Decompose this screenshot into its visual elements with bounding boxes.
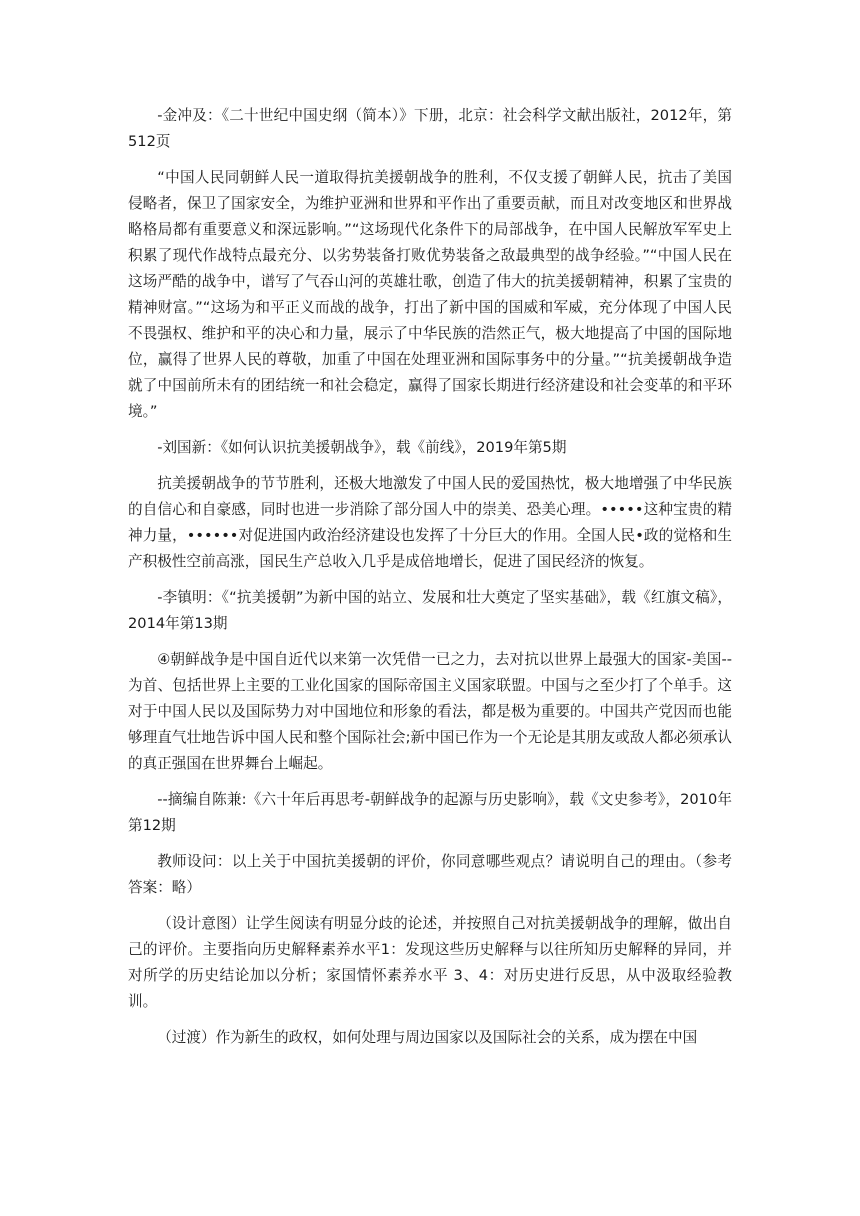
quote-liu-guoxin: “中国人民同朝鲜人民一道取得抗美援朝战争的胜利，不仅支援了朝鲜人民，抗击了美国侵略者，保卫了国家安全，为维护亚洲和世界和平作出了重要贡献，而且对改变地区和世界战略格局都有重要意义和深远影响。”“这场现代化条件下的局部战争，在中国人民解放军军史上积累了现代作战特点最充分、以劣势装备打败优势装备之敌最典型的战争经验。”“中国人民在这场严酷的战争中，谱写了气吞山河的英雄壮歌，创造了伟大的抗美援朝精神，积累了宝贵的精神财富。”“这场为和平正义而战的战争，打出了新中国的国威和军威，充分体现了中国人民不畏强权、维护和平的决心和力量，展示了中华民族的浩然正气，极大地提高了中国的国际地位，赢得了世界人民的尊敬，加重了中国在处理亚洲和国际事务中的分量。”“抗美援朝战争造就了中国前所未有的团结统一和社会稳定，赢得了国家长期进行经济建设和社会变革的和平环境。” [128,169,732,420]
citation-liu-guoxin: -刘国新：《如何认识抗美援朝战争》，载《前线》，2019年第5期 [157,439,567,456]
document-body [128,103,732,1061]
transition-text: （过渡）作为新生的政权，如何处理与周边国家以及国际社会的关系，成为摆在中国 [157,1029,698,1046]
citation-li-zhenming: -李镇明：《“抗美援朝”为新中国的站立、发展和壮大奠定了坚实基础》，载《红旗文稿》，2014年第13期 [128,589,732,632]
design-intent: （设计意图）让学生阅读有明显分歧的论述，并按照自己对抗美援朝战争的理解，做出自己的评价。主要指向历史解释素养水平1：发现这些历史解释与以往所知历史解释的异同，并对所学的历史结论加以分析；家国情怀素养水平 3、4：对历史进行反思，从中汲取经验教训。 [128,915,732,1010]
quote-li-zhenming: 抗美援朝战争的节节胜利，还极大地激发了中国人民的爱国热忱，极大地增强了中华民族的自信心和自豪感，同时也进一步消除了部分国人中的崇美、恐美心理。•••••这种宝贵的精神力量，••••••对促进国内政治经济建设也发挥了十分巨大的作用。全国人民•政的觉格和生产积极性空前高涨，国民生产总收入几乎是成倍地增长，促进了国民经济的恢复。 [128,475,732,570]
citation-chen-jian: --摘编自陈兼:《六十年后再思考-朝鲜战争的起源与历史影响》，载《文史参考》，2010年第12期 [128,791,732,834]
citation-jin-chongji: -金冲及：《二十世纪中国史纲（简本）》下册，北京：社会科学文献出版社，2012年，第512页 [128,107,732,150]
quote-chen-jian: ④朝鲜战争是中国自近代以来第一次凭借一已之力，去对抗以世界上最强大的国家-美国--为首、包括世界上主要的工业化国家的国际帝国主义国家联盟。中国与之至少打了个单手。这对于中国人民以及国际势力对中国地位和形象的看法，都是极为重要的。中国共产党因而也能够理直气壮地告诉中国人民和整个国际社会;新中国已作为一个无论是其朋友或敌人都必须承认的真正强国在世界舞台上崛起。 [128,651,732,772]
teacher-question: 教师设问：以上关于中国抗美援朝的评价，你同意哪些观点？请说明自己的理由。（参考答案：略） [128,853,732,896]
